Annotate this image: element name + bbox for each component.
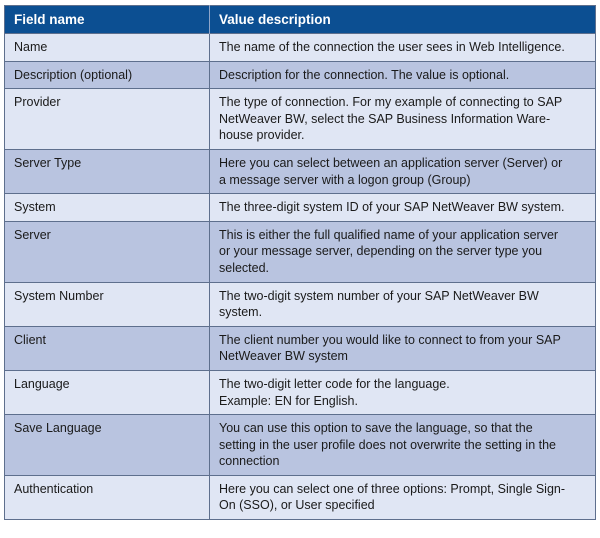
description-line: This is either the full qualified name of your application server xyxy=(219,227,559,242)
description-line: The client number you would like to connect to from your SAP xyxy=(219,332,561,347)
field-name-cell: Authentication xyxy=(5,475,210,519)
description-line: connection xyxy=(219,454,280,469)
field-name-cell: Language xyxy=(5,370,210,414)
field-name-cell: Description (optional) xyxy=(5,61,210,89)
value-description-cell xyxy=(210,89,596,150)
table-row xyxy=(5,475,596,519)
table-row xyxy=(5,326,596,370)
table-row xyxy=(5,89,596,150)
table-row xyxy=(5,34,596,62)
table-row xyxy=(5,194,596,222)
value-description-cell xyxy=(210,194,596,222)
description-line: Here you can select between an application server (Server) or xyxy=(219,155,563,170)
value-description-cell xyxy=(210,149,596,193)
field-name-cell: Name xyxy=(5,34,210,62)
value-description-cell xyxy=(210,61,596,89)
field-name-cell: System Number xyxy=(5,282,210,326)
table-row xyxy=(5,370,596,414)
description-line: On (SSO), or User specified xyxy=(219,498,375,513)
description-line: NetWeaver BW, select the SAP Business Information Ware- xyxy=(219,111,551,126)
description-line: system. xyxy=(219,305,263,320)
field-description-table xyxy=(4,5,596,520)
field-name-cell: Server Type xyxy=(5,149,210,193)
table-row xyxy=(5,415,596,476)
description-line: selected. xyxy=(219,260,270,275)
description-line: The two-digit letter code for the language. xyxy=(219,376,450,391)
description-line: Here you can select one of three options: Prompt, Single Sign- xyxy=(219,481,566,496)
field-name-cell: System xyxy=(5,194,210,222)
description-line: The type of connection. For my example of connecting to SAP xyxy=(219,95,563,110)
table-body xyxy=(5,34,596,520)
description-line: You can use this option to save the language, so that the xyxy=(219,421,533,436)
description-line: The two-digit system number of your SAP NetWeaver BW xyxy=(219,288,539,303)
table-row xyxy=(5,282,596,326)
description-line: or your message server, depending on the server type you xyxy=(219,244,543,259)
field-name-cell: Client xyxy=(5,326,210,370)
description-line: The name of the connection the user sees in Web Intelligence. xyxy=(219,40,565,54)
field-table-container xyxy=(4,5,595,520)
table-row xyxy=(5,149,596,193)
value-description-cell xyxy=(210,34,596,62)
description-line: Example: EN for English. xyxy=(219,393,358,408)
description-line: a message server with a logon group (Group) xyxy=(219,172,471,187)
header-field-name: Field name xyxy=(5,6,210,34)
table-row xyxy=(5,61,596,89)
value-description-cell xyxy=(210,282,596,326)
description-line: NetWeaver BW system xyxy=(219,349,348,364)
description-line: setting in the user profile does not overwrite the setting in the xyxy=(219,437,556,452)
field-name-cell: Provider xyxy=(5,89,210,150)
description-line: The three-digit system ID of your SAP NetWeaver BW system. xyxy=(219,200,565,215)
value-description-cell xyxy=(210,326,596,370)
field-name-cell: Server xyxy=(5,221,210,282)
table-row xyxy=(5,221,596,282)
header-value-description: Value description xyxy=(210,6,596,34)
description-line: Description for the connection. The value is optional. xyxy=(219,67,510,82)
table-header-row xyxy=(5,6,596,34)
value-description-cell xyxy=(210,221,596,282)
value-description-cell xyxy=(210,475,596,519)
description-line: house provider. xyxy=(219,128,305,143)
field-name-cell: Save Language xyxy=(5,415,210,476)
value-description-cell xyxy=(210,370,596,414)
value-description-cell xyxy=(210,415,596,476)
